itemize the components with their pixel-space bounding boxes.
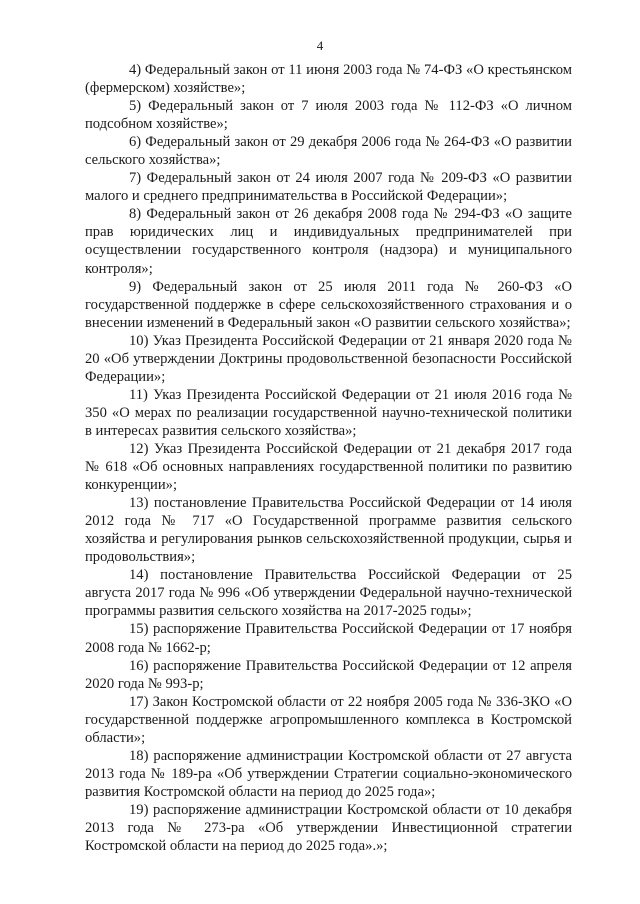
list-item: 10) Указ Президента Российской Федерации от 21 января 2020 года № 20 «Об утверждении Доктрины продовольственной безопасности Российской Федерации»; — [85, 332, 572, 385]
list-item: 6) Федеральный закон от 29 декабря 2006 года № 264-ФЗ «О развитии сельского хозяйства»; — [85, 134, 572, 169]
list-item: 13) постановление Правительства Российской Федерации от 14 июля 2012 года № 717 «О Государственной программе развития сельского хозяйства и регулирования рынков сельскохозяйственной продукции, сырья и продовольствия»; — [85, 495, 572, 566]
list-item: 19) распоряжение администрации Костромской области от 10 декабря 2013 года № 273-ра «Об утверждении Инвестиционной стратегии Костромской области на период до 2025 года».»; — [85, 801, 572, 855]
list-item: 4) Федеральный закон от 11 июня 2003 года № 74-ФЗ «О крестьянском (фермерском) хозяйстве»; — [85, 62, 572, 97]
page-number: 4 — [316, 38, 324, 53]
list-item: 16) распоряжение Правительства Российской Федерации от 12 апреля 2020 года № 993-р; — [85, 657, 572, 692]
list-item: 18) распоряжение администрации Костромской области от 27 августа 2013 года № 189-ра «Об утверждении Стратегии социально-экономического развития Костромской области на период до 2025 года»; — [85, 747, 572, 800]
list-item: 11) Указ Президента Российской Федерации от 21 июля 2016 года № 350 «О мерах по реализации государственной научно-технической политики в интересах развития сельского хозяйства»; — [85, 386, 572, 439]
legal-acts-list — [85, 61, 572, 855]
list-item: 12) Указ Президента Российской Федерации от 21 декабря 2017 года № 618 «Об основных направлениях государственной политики по развитию конкуренции»; — [85, 440, 572, 494]
list-item: 14) постановление Правительства Российской Федерации от 25 августа 2017 года № 996 «Об утверждении Федеральной научно-технической программы развития сельского хозяйства на 2017-2025 годы»; — [85, 567, 572, 620]
list-item: 9) Федеральный закон от 25 июля 2011 года № 260-ФЗ «О государственной поддержке в сфере сельскохозяйственного страхования и о внесении изменений в Федеральный закон «О развитии сельского хозяйства»; — [85, 278, 572, 331]
list-item: 15) распоряжение Правительства Российской Федерации от 17 ноября 2008 года № 1662-р; — [85, 621, 572, 656]
list-item: 17) Закон Костромской области от 22 ноября 2005 года № 336-ЗКО «О государственной поддержке агропромышленного комплекса в Костромской области»; — [85, 693, 572, 746]
list-item: 7) Федеральный закон от 24 июля 2007 года № 209-ФЗ «О развитии малого и среднего предпринимательства в Российской Федерации»; — [85, 170, 572, 205]
list-item: 8) Федеральный закон от 26 декабря 2008 года № 294-ФЗ «О защите прав юридических лиц и индивидуальных предпринимателей при осуществлении государственного контроля (надзора) и муниципального контроля»; — [85, 206, 572, 277]
list-item: 5) Федеральный закон от 7 июля 2003 года № 112-ФЗ «О личном подсобном хозяйстве»; — [85, 98, 572, 133]
